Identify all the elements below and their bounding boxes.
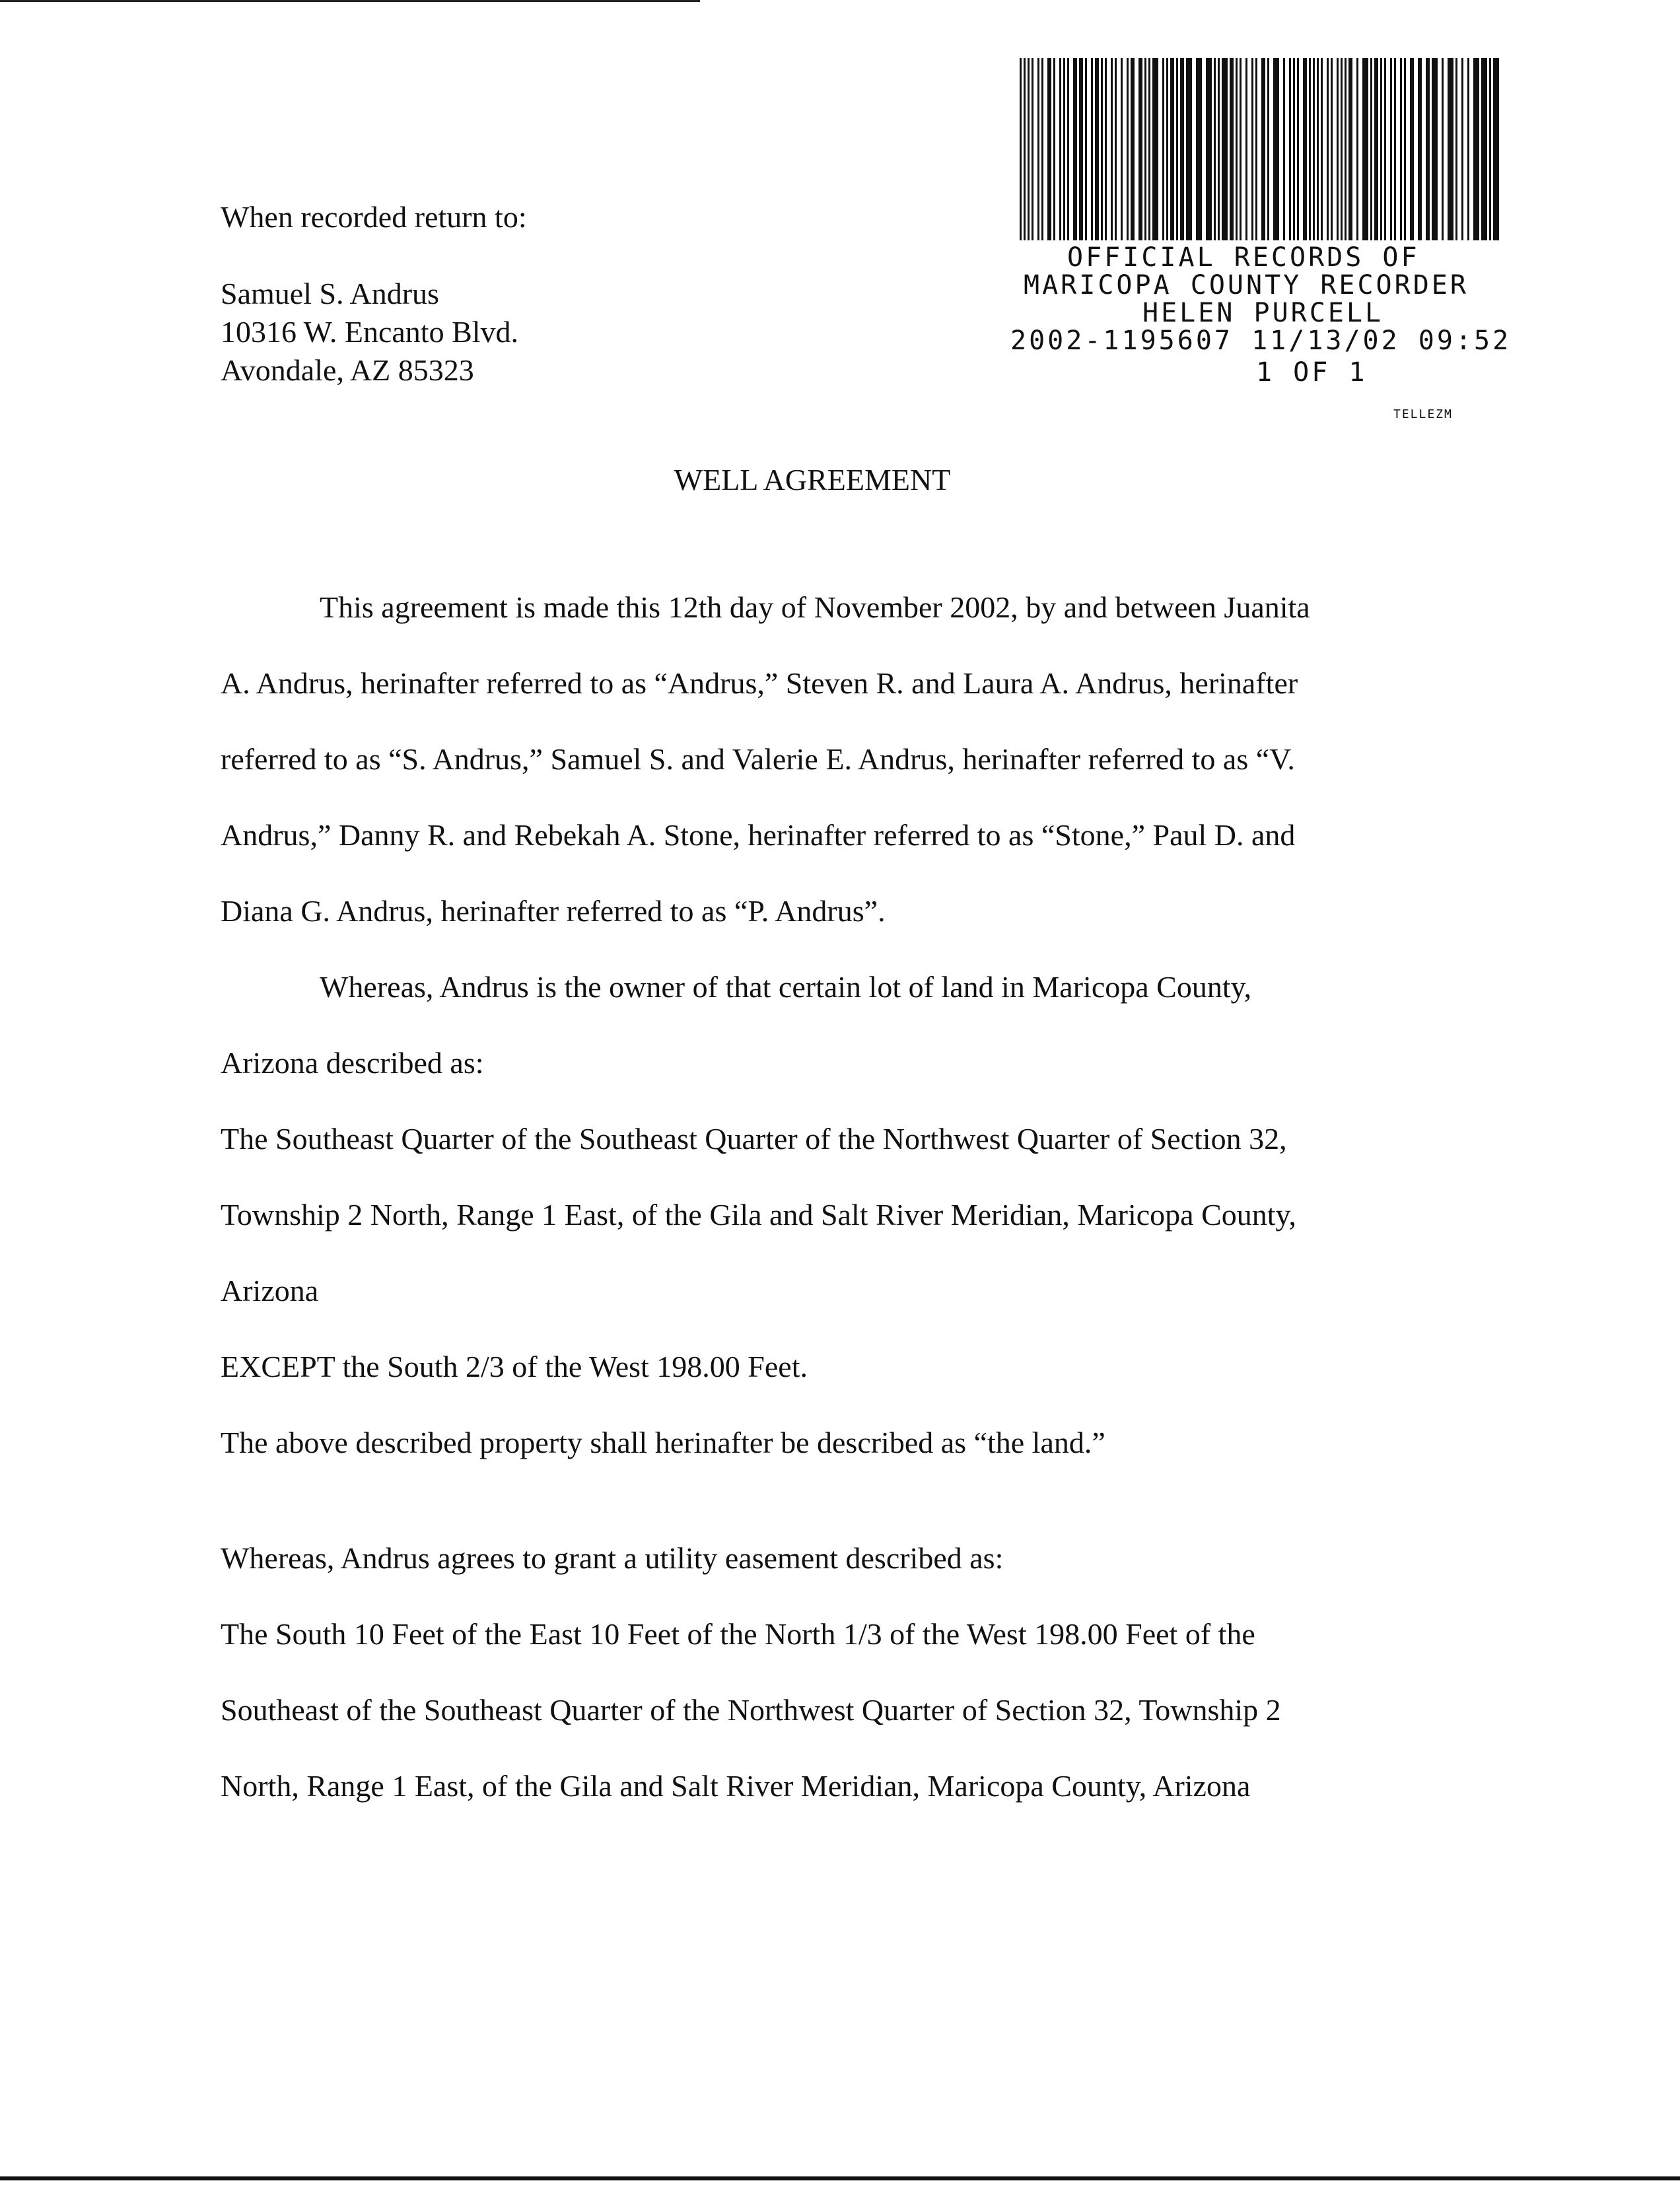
whereas-ownership-paragraph — [221, 949, 1475, 1101]
barcode-bar — [1245, 58, 1247, 240]
easement-description — [221, 1596, 1475, 1824]
paragraph-1-line: This agreement is made this 12th day of November 2002, by and between Juanita — [320, 590, 1310, 624]
barcode-bar — [1144, 58, 1146, 240]
barcode-bar — [1024, 58, 1026, 240]
barcode-bar — [1313, 58, 1315, 240]
barcode-bar — [1426, 58, 1430, 240]
barcode-bar — [1053, 58, 1055, 240]
stamp-line-4: 2002-1195607 11/13/02 09:52 — [1010, 326, 1512, 356]
barcode-bar — [1176, 58, 1178, 240]
paragraph-1-line: Andrus,” Danny R. and Rebekah A. Stone, herinafter referred to as “Stone,” Paul D. and — [221, 818, 1296, 852]
barcode-bar — [1348, 58, 1352, 240]
barcode-bar — [1327, 58, 1329, 240]
barcode-bar — [1394, 58, 1396, 240]
stamp-line-3: HELEN PURCELL — [1142, 298, 1384, 328]
section-gap — [221, 1480, 1475, 1520]
land-description — [221, 1101, 1475, 1329]
barcode-bar — [1370, 58, 1372, 240]
barcode-bar — [1079, 58, 1083, 240]
whereas-easement: Whereas, Andrus agrees to grant a utility easement described as: — [221, 1541, 1004, 1575]
barcode-bar — [1170, 58, 1174, 240]
barcode-bar — [1404, 58, 1406, 240]
barcode-bar — [1400, 58, 1402, 240]
barcode-bar — [1020, 58, 1022, 240]
barcode-bar — [1374, 58, 1378, 240]
barcode-bar — [1111, 58, 1113, 240]
barcode-bar — [1442, 58, 1444, 240]
barcode-bar — [1028, 58, 1030, 240]
agreement-parties-paragraph — [221, 569, 1475, 949]
barcode-bar — [1214, 58, 1216, 240]
barcode-bar — [1240, 58, 1242, 240]
barcode-bar — [1261, 58, 1265, 240]
barcode-bar — [1162, 58, 1164, 240]
barcode-bar — [1267, 58, 1269, 240]
barcode-bar — [1255, 58, 1257, 240]
exception-clause: EXCEPT the South 2/3 of the West 198.00 Feet. — [221, 1350, 808, 1383]
barcode-bar — [1180, 58, 1184, 240]
land-description-line: The Southeast Quarter of the Southeast Quarter of the Northwest Quarter of Section 32, — [221, 1122, 1287, 1156]
barcode-bar — [1455, 58, 1457, 240]
barcode-bar — [1493, 58, 1499, 240]
paragraph-1-line: A. Andrus, herinafter referred to as “Andrus,” Steven R. and Laura A. Andrus, herinafter — [221, 666, 1298, 700]
barcode-bar — [1289, 58, 1291, 240]
barcode-bar — [1341, 58, 1343, 240]
barcode-bar — [1067, 58, 1069, 240]
barcode-bar — [1148, 58, 1150, 240]
barcode-bar — [1309, 58, 1311, 240]
barcode-bar — [1337, 58, 1339, 240]
barcode-bar — [1091, 58, 1093, 240]
paragraph-1-line: referred to as “S. Andrus,” Samuel S. and Valerie E. Andrus, herinafter referred to as “V. — [221, 742, 1295, 776]
barcode-bar — [1127, 58, 1129, 240]
barcode-bar — [1481, 58, 1487, 240]
return-address-block — [221, 198, 527, 390]
barcode-bar — [1251, 58, 1253, 240]
barcode-bar — [1138, 58, 1142, 240]
barcode-bar — [1218, 58, 1220, 240]
barcode-bar — [1448, 58, 1453, 240]
easement-description-line: Southeast of the Southeast Quarter of the Northwest Quarter of Section 32, Township 2 — [221, 1693, 1281, 1727]
barcode-bar — [1152, 58, 1158, 240]
barcode-bar — [1432, 58, 1438, 240]
barcode-bar — [1410, 58, 1414, 240]
barcode-bar — [1115, 58, 1117, 240]
barcode-bar — [1206, 58, 1212, 240]
return-label: When recorded return to: — [221, 200, 527, 234]
barcode-bar — [1467, 58, 1469, 240]
barcode-bar — [1418, 58, 1422, 240]
barcode-bar — [1095, 58, 1099, 240]
barcode-bar — [1356, 58, 1358, 240]
barcode-bar — [1384, 58, 1386, 240]
document-body — [221, 569, 1475, 1824]
barcode-bar — [1297, 58, 1299, 240]
barcode-bar — [1101, 58, 1103, 240]
top-edge-rule — [0, 0, 700, 2]
barcode-bar — [1037, 58, 1039, 240]
barcode-bar — [1461, 58, 1463, 240]
barcode-bar — [1236, 58, 1238, 240]
return-name: Samuel S. Andrus — [221, 277, 439, 310]
easement-description-line: North, Range 1 East, of the Gila and Salt River Meridian, Maricopa County, Arizona — [221, 1769, 1251, 1803]
barcode-bar — [1362, 58, 1368, 240]
barcode-bar — [1121, 58, 1123, 240]
return-street: 10316 W. Encanto Blvd. — [221, 315, 519, 349]
land-description-line: Arizona — [221, 1274, 319, 1307]
land-description-line: Township 2 North, Range 1 East, of the Gila and Salt River Meridian, Maricopa County, — [221, 1198, 1297, 1232]
whereas-1-line: Whereas, Andrus is the owner of that certain lot of land in Maricopa County, — [320, 970, 1252, 1004]
barcode-bar — [1047, 58, 1051, 240]
barcode-bar — [1085, 58, 1087, 240]
barcode-bar — [1105, 58, 1107, 240]
barcode-bar — [1032, 58, 1033, 240]
barcode-bar — [1317, 58, 1319, 240]
stamp-initials: TELLEZM — [1393, 407, 1453, 421]
document-title: WELL AGREEMENT — [674, 463, 951, 497]
barcode-bar — [1222, 58, 1228, 240]
stamp-line-2: MARICOPA COUNTY RECORDER — [1024, 270, 1469, 300]
barcode-bar — [1273, 58, 1279, 240]
stamp-line-1: OFFICIAL RECORDS OF — [1067, 242, 1420, 273]
barcode-bar — [1380, 58, 1382, 240]
barcode-bar — [1073, 58, 1077, 240]
barcode-bar — [1303, 58, 1307, 240]
barcode-bar — [1131, 58, 1135, 240]
easement-description-line: The South 10 Feet of the East 10 Feet of the North 1/3 of the West 198.00 Feet of the — [221, 1617, 1255, 1651]
bottom-edge-rule — [0, 2176, 1680, 2180]
barcode-bar — [1473, 58, 1479, 240]
barcode-bar — [1063, 58, 1065, 240]
barcode-bar — [1390, 58, 1392, 240]
barcode-bar — [1489, 58, 1491, 240]
barcode-bar — [1331, 58, 1333, 240]
barcode-bar — [1196, 58, 1202, 240]
return-city: Avondale, AZ 85323 — [221, 353, 474, 387]
barcode-bar — [1345, 58, 1347, 240]
whereas-1-line: Arizona described as: — [221, 1046, 484, 1080]
barcode-bar — [1059, 58, 1061, 240]
barcode-bar — [1186, 58, 1192, 240]
barcode-bar — [1283, 58, 1285, 240]
barcode-bar — [1293, 58, 1295, 240]
barcode-bar — [1166, 58, 1168, 240]
paragraph-1-line: Diana G. Andrus, herinafter referred to as “P. Andrus”. — [221, 894, 886, 928]
barcode-bar — [1230, 58, 1234, 240]
barcode-bar — [1041, 58, 1043, 240]
barcode — [1020, 58, 1502, 240]
barcode-bar — [1321, 58, 1323, 240]
stamp-line-5: 1 OF 1 — [1256, 357, 1368, 388]
land-definition: The above described property shall herinafter be described as “the land.” — [221, 1426, 1105, 1459]
